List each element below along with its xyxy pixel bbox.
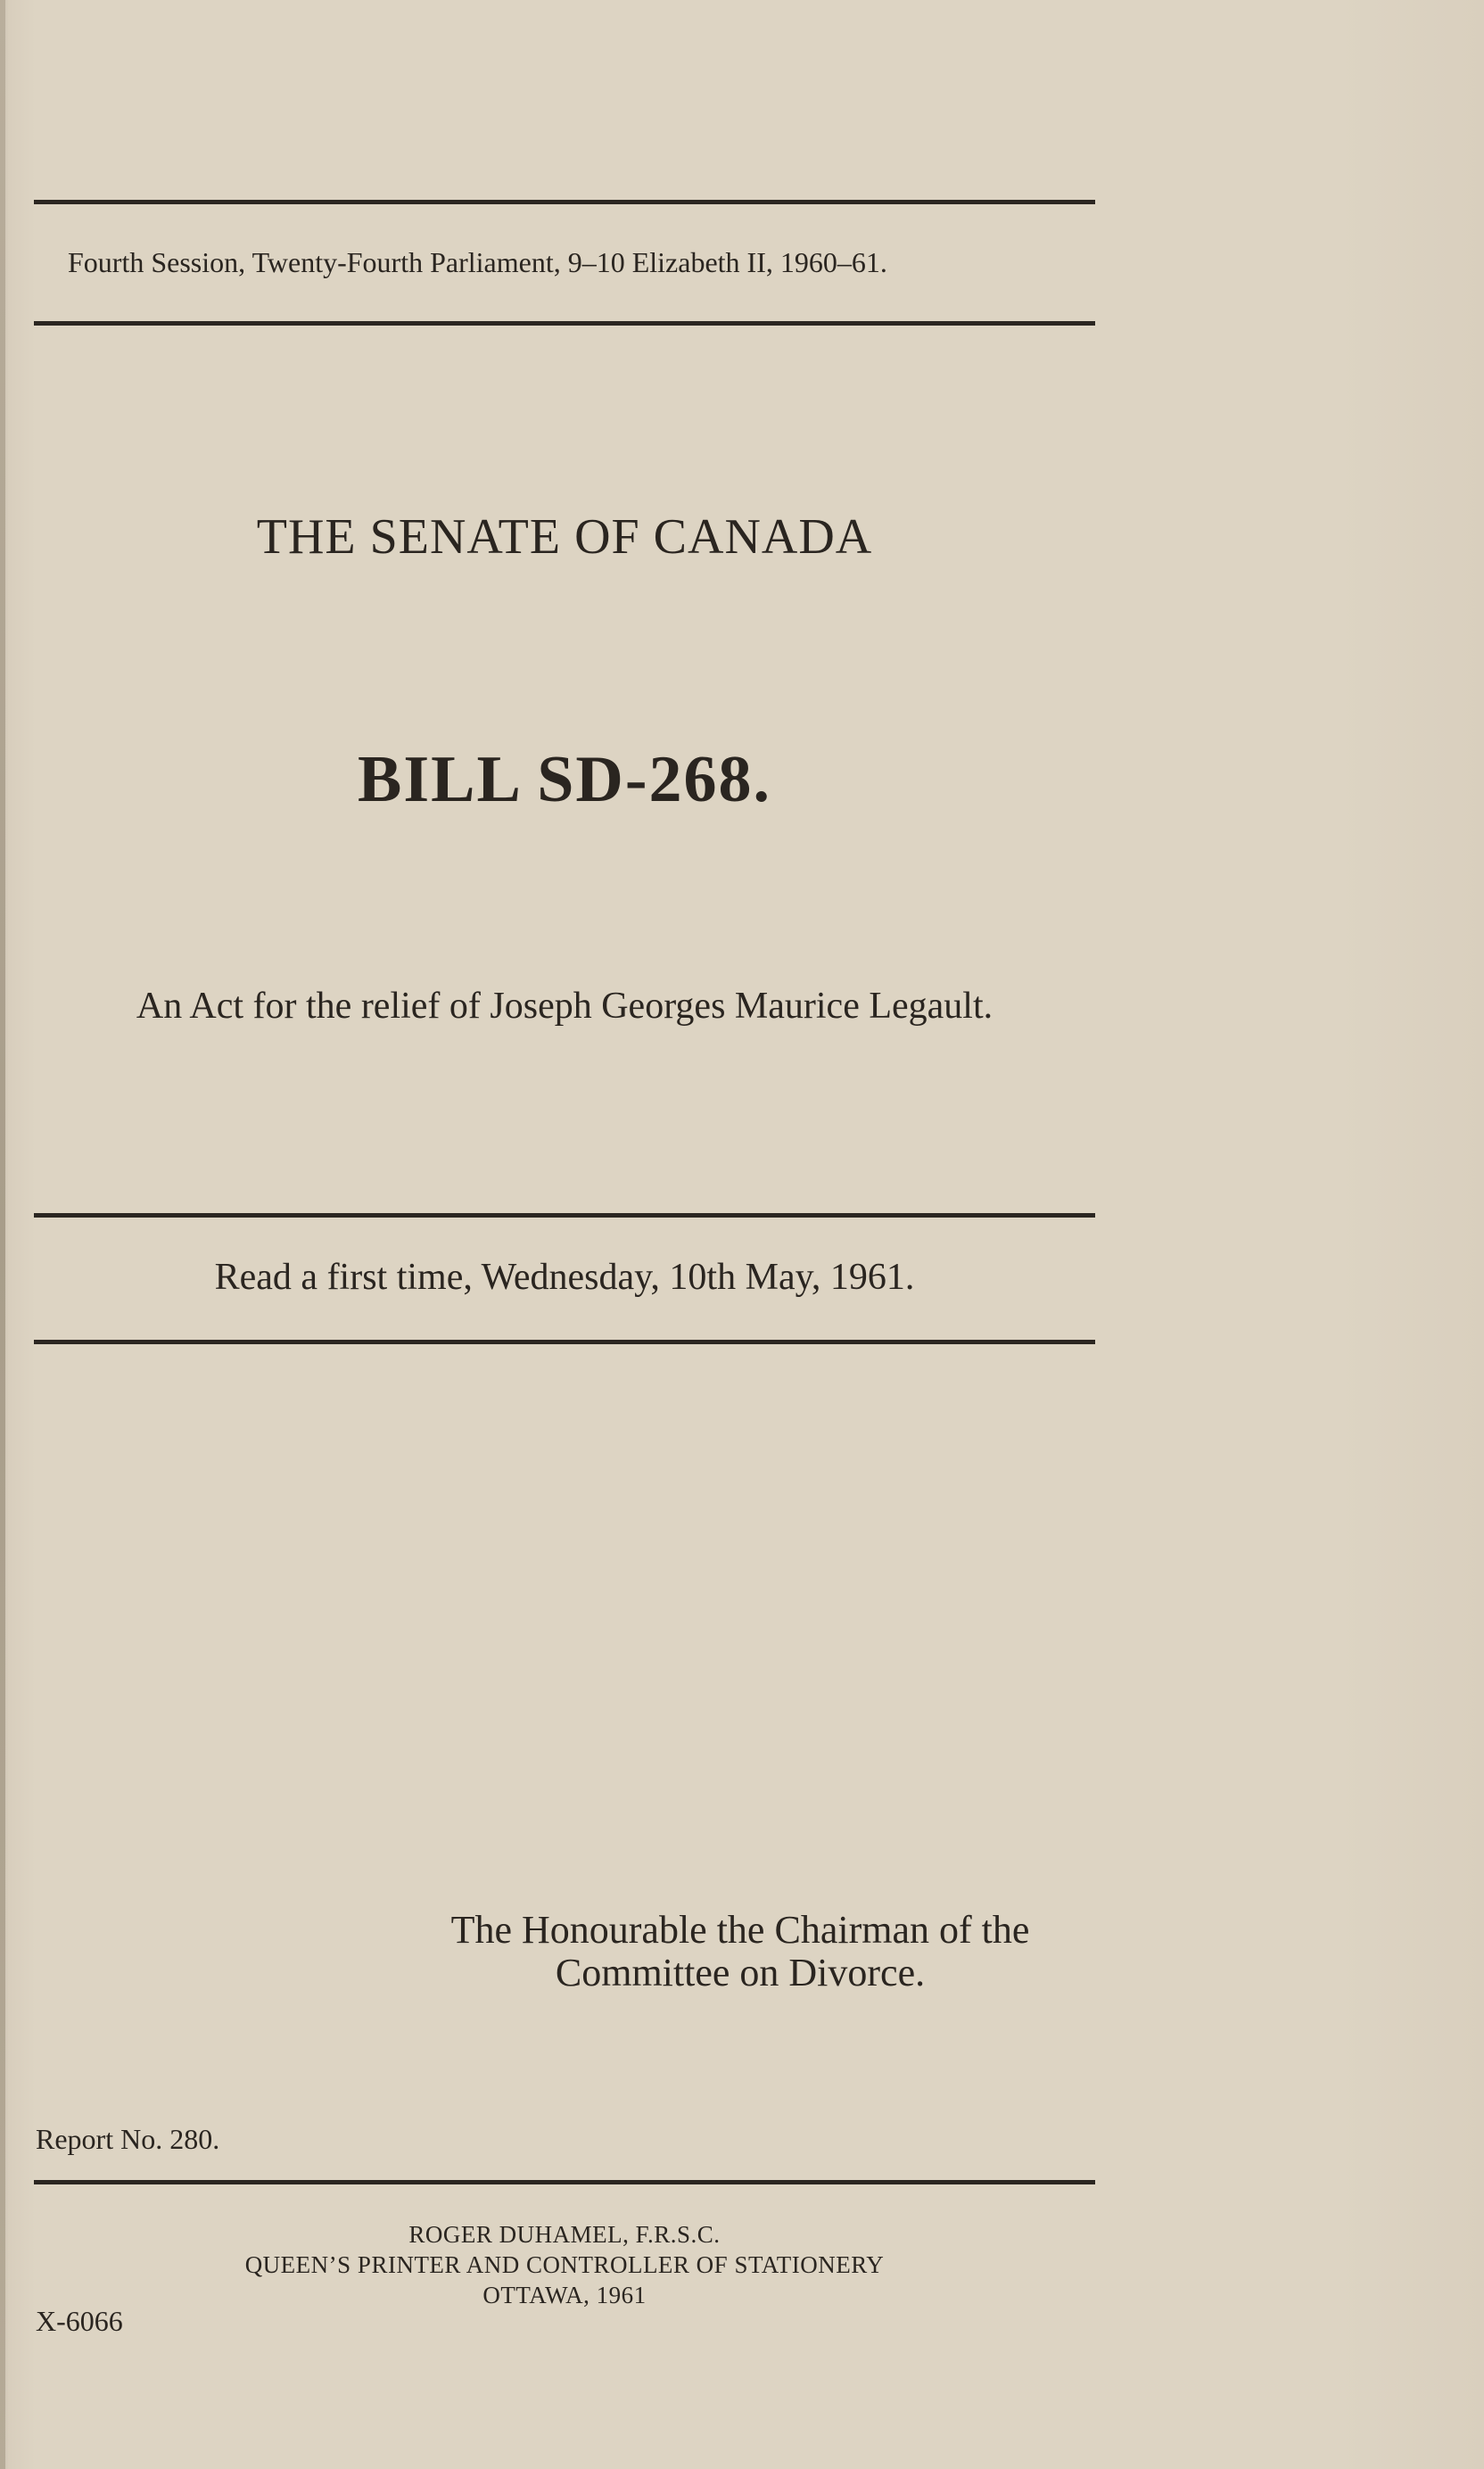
sponsor-block xyxy=(383,1909,1097,1994)
printer-title: QUEEN’S PRINTER AND CONTROLLER OF STATIONERY xyxy=(244,2251,885,2278)
sponsor-line-1: The Honourable the Chairman of the xyxy=(450,1908,1030,1952)
session-rule xyxy=(34,321,1095,326)
bill-number: BILL SD-268. xyxy=(357,743,772,816)
printer-imprint xyxy=(0,2219,1129,2310)
printer-place: OTTAWA, 1961 xyxy=(482,2282,647,2308)
first-reading-line: Read a first time, Wednesday, 10th May, 1961. xyxy=(214,1257,915,1298)
top-rule xyxy=(34,200,1095,204)
page-edge-shadow xyxy=(0,0,5,2469)
house-heading: THE SENATE OF CANADA xyxy=(256,509,873,565)
sponsor-line-2: Committee on Divorce. xyxy=(555,1951,926,1994)
session-line: Fourth Session, Twenty-Fourth Parliament, 9–10 Elizabeth II, 1960–61. xyxy=(68,246,887,278)
printer-name: ROGER DUHAMEL, F.R.S.C. xyxy=(408,2221,721,2248)
act-title: An Act for the relief of Joseph Georges Maurice Legault. xyxy=(136,986,993,1027)
document-code: X-6066 xyxy=(36,2305,123,2337)
reading-bottom-rule xyxy=(34,1340,1095,1344)
reading-top-rule xyxy=(34,1213,1095,1218)
report-number: Report No. 280. xyxy=(36,2123,220,2155)
imprint-rule xyxy=(34,2180,1095,2184)
